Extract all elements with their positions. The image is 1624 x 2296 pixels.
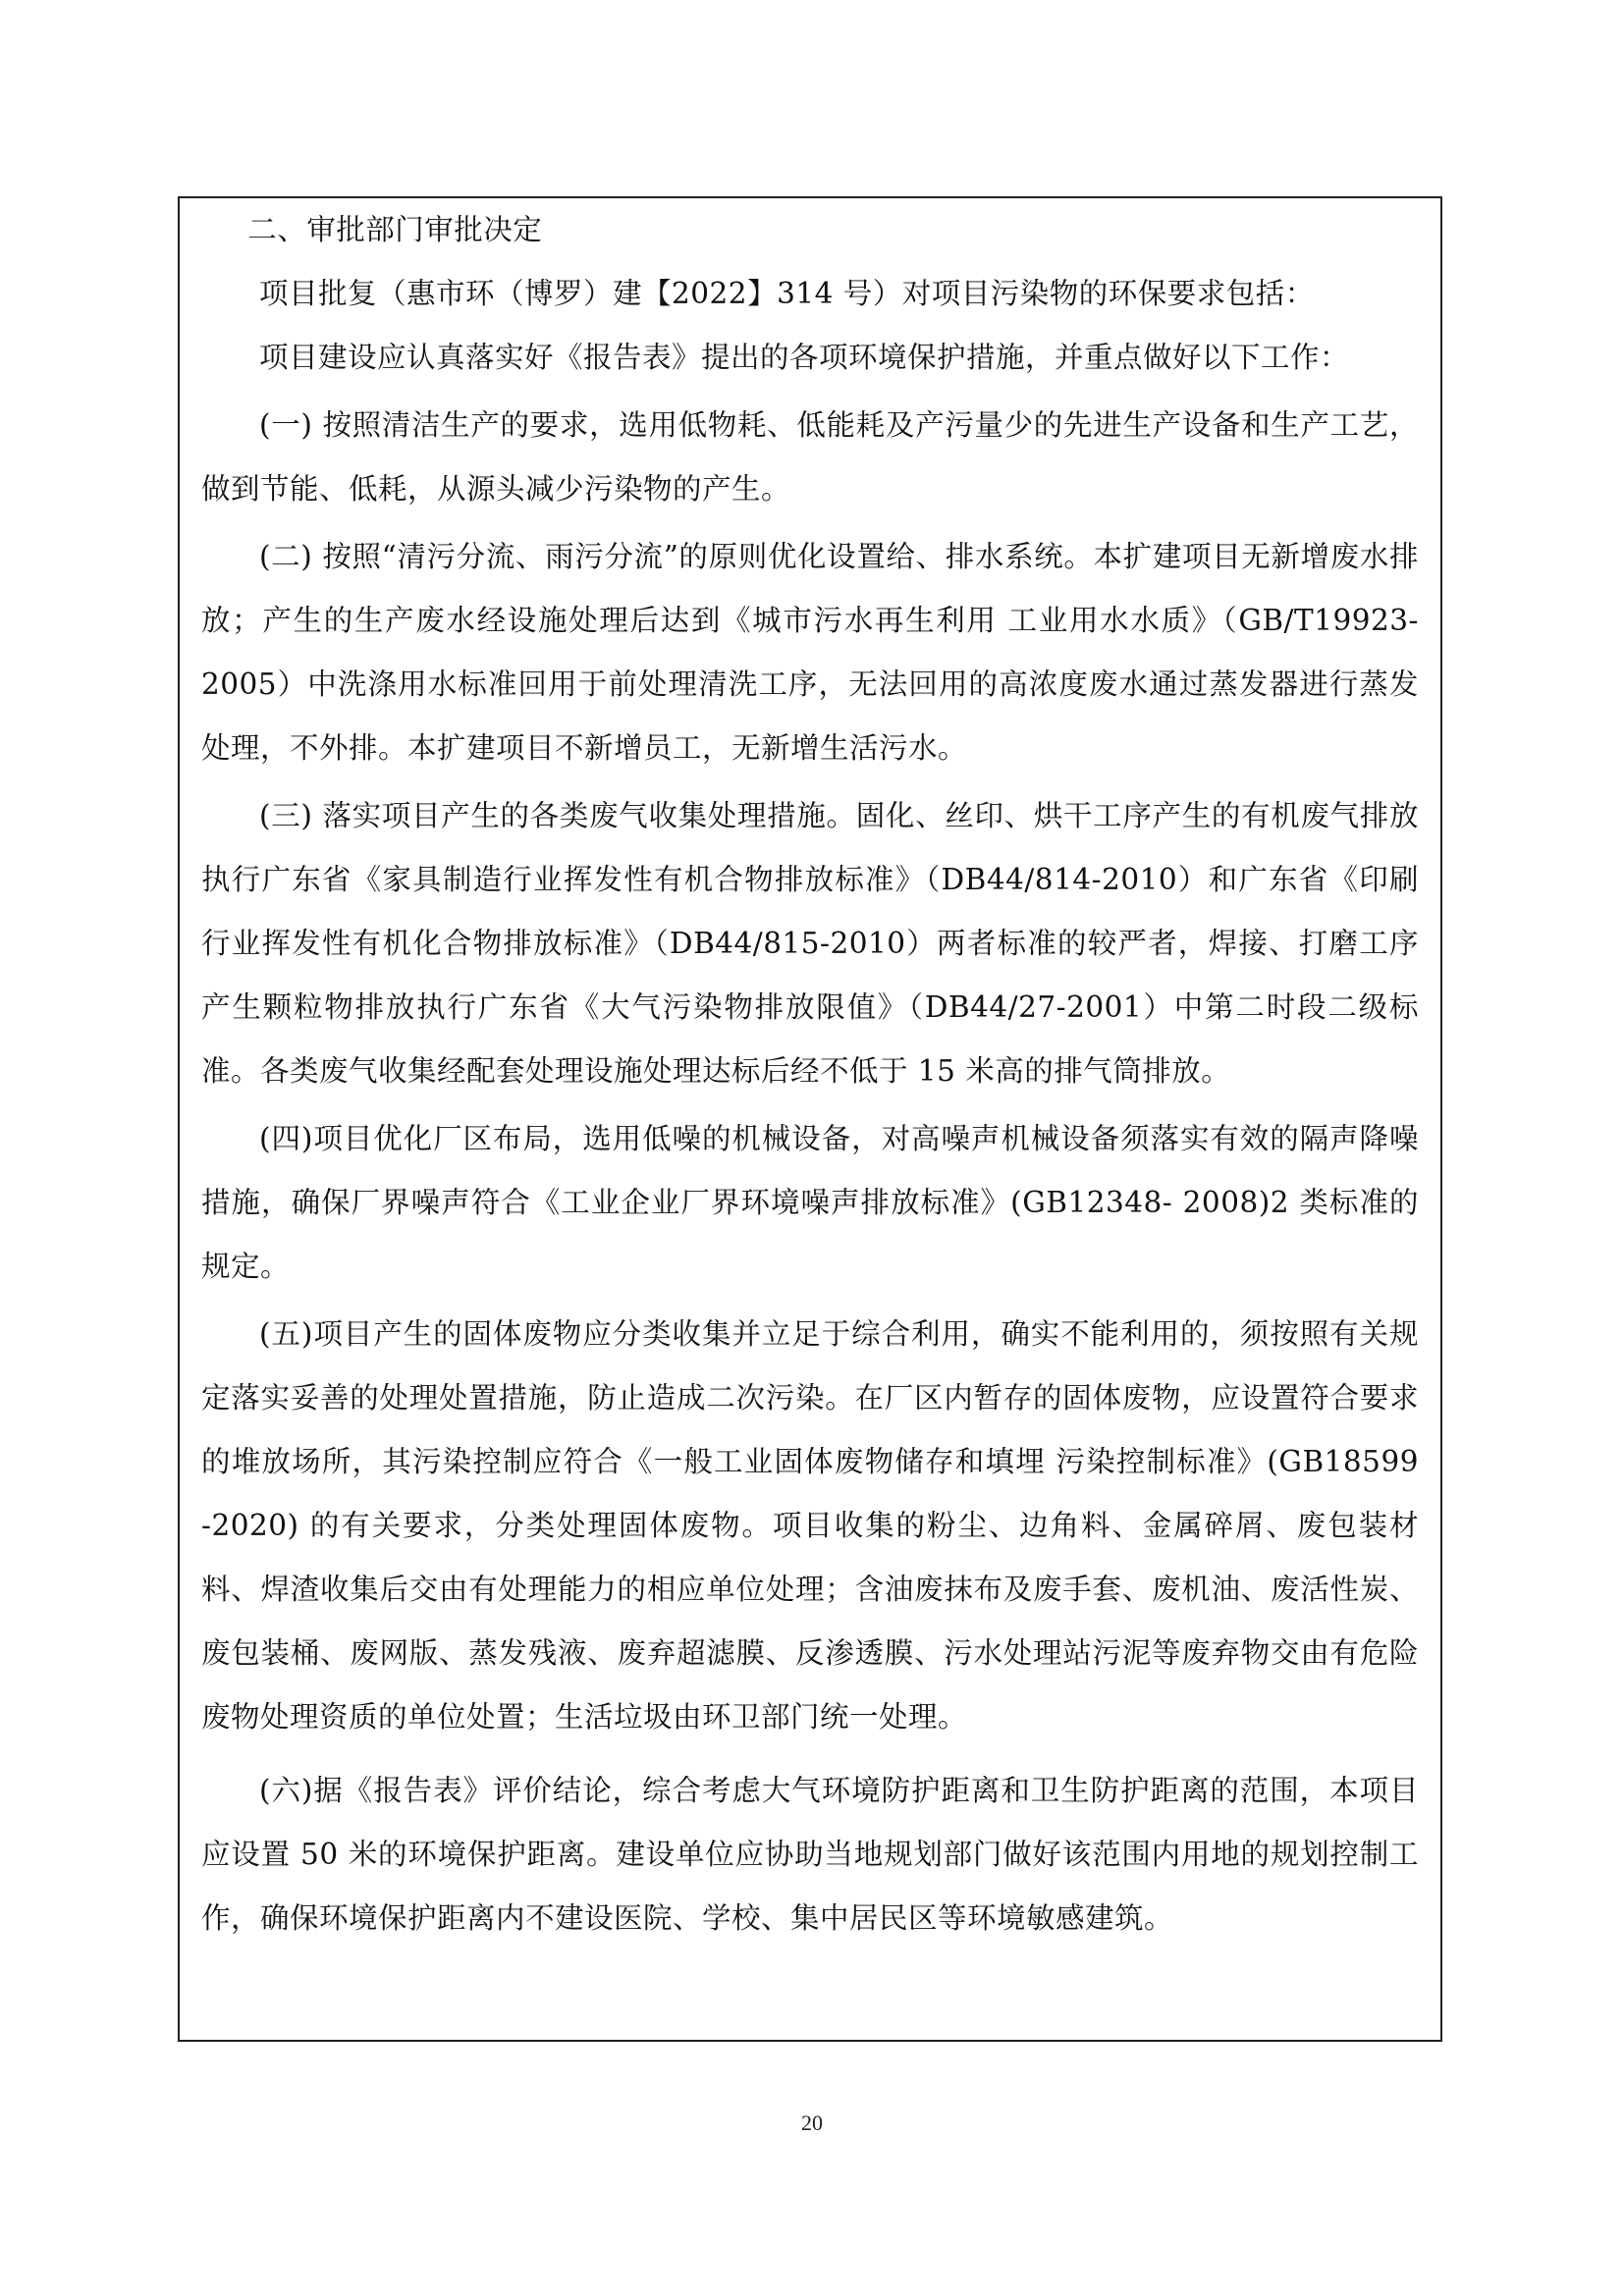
item-6-protection-distance: (六)据《报告表》评价结论，综合考虑大气环境防护距离和卫生防护距离的范围，本项目应设置 50 米的环境保护距离。建设单位应协助当地规划部门做好该范围内用地的规划控制工作，确保环境保护距离内不建设医院、学校、集中居民区等环境敏感建筑。 [201,1774,1419,1935]
section-heading: 二、审批部门审批决定 [247,213,543,246]
item-5-solid-waste: (五)项目产生的固体废物应分类收集并立足于综合利用，确实不能利用的，须按照有关规定落实妥善的处理处置措施，防止造成二次污染。在厂区内暂存的固体废物，应设置符合要求的堆放场所，其污染控制应符合《一般工业固体废物储存和填埋 污染控制标准》(GB18599 -2020) 的有关要求，分类处理固体废物。项目收集的粉尘、边角料、金属碎屑、废包装材料、焊渣收集后交由有处理能力的相应单位处理；含油废抹布及废手套、废机油、废活性炭、废包装桶、废网版、蒸发残液、废弃超滤膜、反渗透膜、污水处理站污泥等废弃物交由有危险废物处理资质的单位处置；生活垃圾由环卫部门统一处理。 [201,1317,1419,1734]
page-number: 20 [801,2110,823,2135]
item-2-water-drainage: (二) 按照“清污分流、雨污分流”的原则优化设置给、排水系统。本扩建项目无新增废水排放；产生的生产废水经设施处理后达到《城市污水再生利用 工业用水水质》（GB/T19923-2005）中洗涤用水标准回用于前处理清洗工序，无法回用的高浓度废水通过蒸发器进行蒸发处理，不外排。本扩建项目不新增员工，无新增生活污水。 [201,540,1419,765]
item-4-noise-control: (四)项目优化厂区布局，选用低噪的机械设备，对高噪声机械设备须落实有效的隔声降噪措施，确保厂界噪声符合《工业企业厂界环境噪声排放标准》(GB12348- 2008)2 类标准的规定。 [201,1122,1419,1283]
item-1-clean-production: (一) 按照清洁生产的要求，选用低物耗、低能耗及产污量少的先进生产设备和生产工艺，做到节能、低耗，从源头减少污染物的产生。 [201,408,1419,506]
item-3-exhaust-gas: (三) 落实项目产生的各类废气收集处理措施。固化、丝印、烘干工序产生的有机废气排放执行广东省《家具制造行业挥发性有机合物排放标准》（DB44/814-2010）和广东省《印刷行业挥发性有机化合物排放标准》（DB44/815-2010）两者标准的较严者，焊接、打磨工序产生颗粒物排放执行广东省《大气污染物排放限值》（DB44/27-2001）中第二时段二级标准。各类废气收集经配套处理设施处理达标后经不低于 15 米高的排气筒排放。 [201,799,1419,1088]
requirements-intro-paragraph: 项目建设应认真落实好《报告表》提出的各项环境保护措施，并重点做好以下工作： [259,341,1350,374]
approval-reference-paragraph: 项目批复（惠市环（博罗）建【2022】314 号）对项目污染物的环保要求包括： [259,277,1315,310]
document-body [201,198,1419,1950]
content-frame [178,196,1442,2042]
